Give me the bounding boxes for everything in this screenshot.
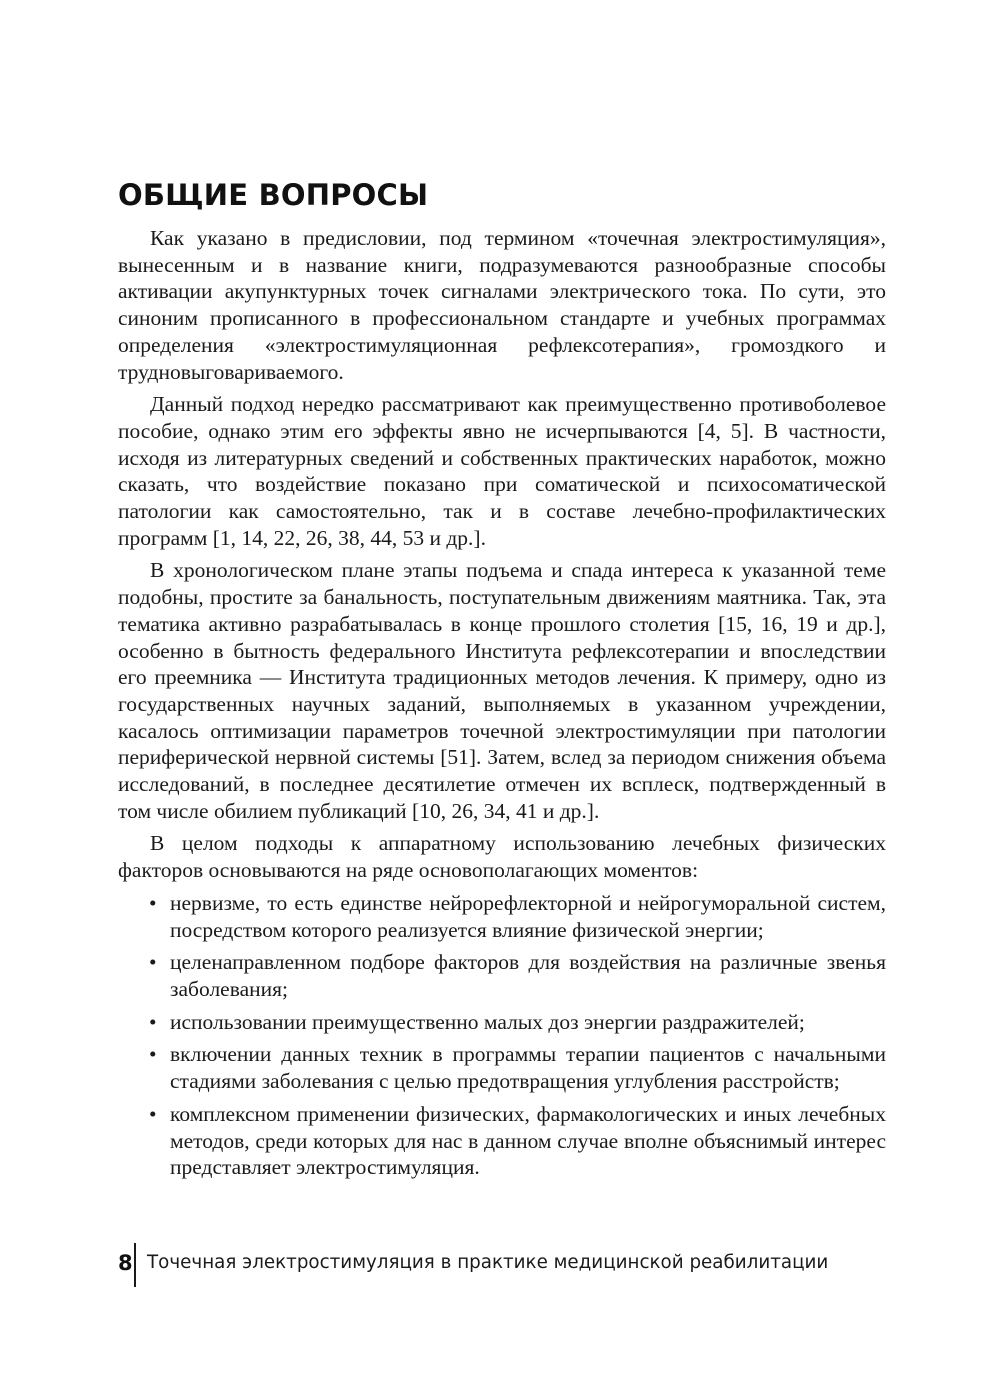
footer-divider: [134, 1243, 136, 1287]
list-item-text: использовании преимущественно малых доз энергии раздражителей;: [170, 1009, 805, 1034]
paragraph: Как указано в предисловии, под термином «точечная электростимуляция», вынесенным и в название книги, подразумеваются разнообразные способы активации акупунктурных точек сигналами электрического тока. По сути, это синоним прописанного в профессиональном стандарте и учебных программах определения «электростимуляционная рефлексотерапия», громоздкого и трудновыговариваемого.: [118, 226, 886, 384]
list-item: [118, 890, 886, 943]
bullet-icon: •: [149, 1042, 157, 1067]
paragraph: В целом подходы к аппаратному использованию лечебных физических факторов основываются на ряде основополагающих моментов:: [118, 831, 886, 883]
list-item-text: целенаправленном подборе факторов для воздействия на различные звенья заболевания;: [170, 950, 886, 1001]
bullet-list: [118, 890, 886, 1181]
list-item-text: включении данных техник в программы терапии пациентов с начальными стадиями заболевания с целью предотвращения углубления расстройств;: [170, 1042, 886, 1094]
list-item-text: нервизме, то есть единстве нейрорефлекторной и нейрогуморальной систем, посредством которого реализуется влияние физической энергии;: [170, 890, 886, 942]
book-page: [118, 0, 886, 1393]
list-item: [118, 1009, 886, 1036]
list-item: [118, 1041, 886, 1094]
body-text: [118, 225, 886, 1187]
paragraph: Данный подход нередко рассматривают как преимущественно противоболевое пособие, однако этим его эффекты явно не исчерпываются [4, 5]. В частности, исходя из литературных сведений и собственных практических наработок, можно сказать, что воздействие показано при соматической и психосоматической патологии как самостоятельно, так и в составе лечебно-профилактических программ [1, 14, 22, 26, 38, 44, 53 и др.].: [118, 392, 886, 550]
section-heading: ОБЩИЕ ВОПРОСЫ: [118, 178, 429, 212]
bullet-icon: •: [149, 890, 157, 915]
bullet-icon: •: [149, 1009, 157, 1034]
bullet-icon: •: [149, 1101, 157, 1126]
bullet-icon: •: [149, 950, 157, 975]
list-item: [118, 1101, 886, 1181]
page-footer: [118, 1243, 886, 1287]
paragraph: В хронологическом плане этапы подъема и спада интереса к указанной теме подобны, простите за банальность, поступательным движениям маятника. Так, эта тематика активно разрабатывалась в конце прошлого столетия [15, 16, 19 и др.], особенно в бытность федерального Института рефлексотерапии и впоследствии его преемника — Института традиционных методов лечения. К примеру, одно из государственных научных заданий, выполняемых в указанном учреждении, касалось оптимизации параметров точечной электростимуляции при патологии периферической нервной системы [51]. Затем, вслед за периодом снижения объема исследований, в последнее десятилетие отмечен их всплеск, подтвержденный в том числе обилием публикаций [10, 26, 34, 41 и др.].: [118, 558, 886, 823]
page-number: 8: [118, 1251, 133, 1275]
running-title: Точечная электростимуляция в практике медицинской реабилитации: [147, 1252, 829, 1273]
list-item-text: комплексном применении физических, фармакологических и иных лечебных методов, среди которых для нас в данном случае вполне объяснимый интерес представляет электростимуляция.: [170, 1101, 886, 1180]
list-item: [118, 949, 886, 1002]
